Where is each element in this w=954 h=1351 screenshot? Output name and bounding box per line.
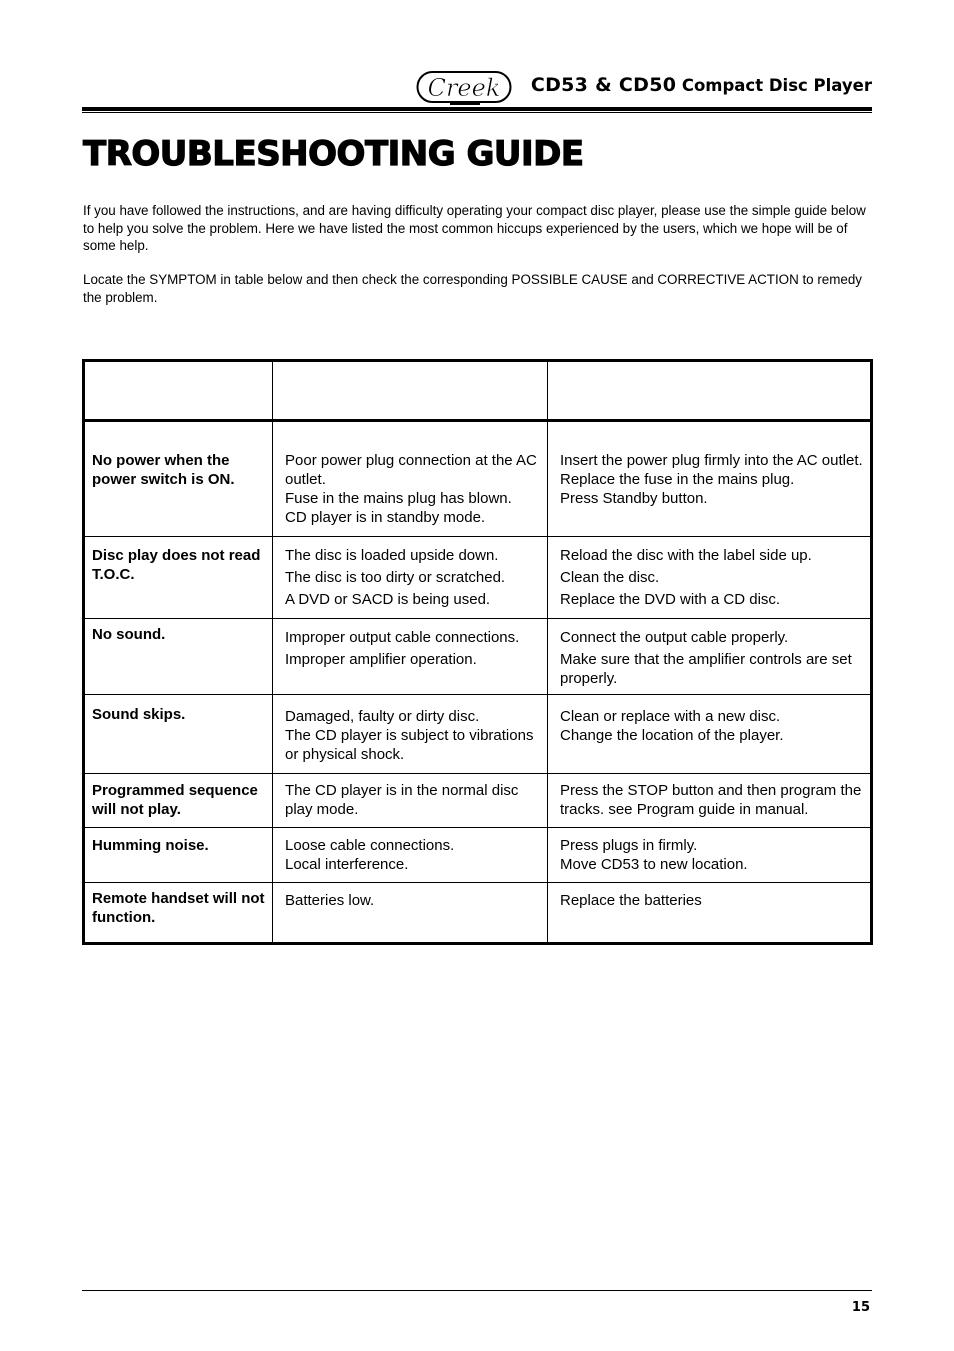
page-number: 15: [851, 1300, 870, 1315]
symptom-cell: Remote handset will not function.: [84, 883, 273, 944]
action-line: Press the STOP button and then program the tracks. see Program guide in manual.: [560, 782, 862, 818]
cause-line: Fuse in the mains plug has blown.: [285, 490, 512, 507]
header-rule: [82, 107, 872, 113]
action-line: Change the location of the player.: [560, 727, 784, 744]
cause-line: Poor power plug connection at the AC outlet.: [285, 452, 537, 488]
action-line: Move CD53 to new location.: [560, 856, 748, 873]
table-header-row: [84, 361, 872, 421]
symptom-cell: No power when the power switch is ON.: [84, 421, 273, 537]
cause-line: The CD player is subject to vibrations or physical shock.: [285, 727, 534, 763]
header-title: [531, 74, 872, 96]
table-row: [84, 619, 872, 695]
product-subtitle: Compact Disc Player: [681, 76, 872, 95]
symptom-cell: Humming noise.: [84, 828, 273, 883]
cause-cell: [273, 774, 548, 828]
cause-line: The disc is too dirty or scratched.: [285, 569, 506, 586]
symptom-cell: No sound.: [84, 619, 273, 695]
action-cell: [548, 695, 872, 774]
cause-line: Damaged, faulty or dirty disc.: [285, 708, 480, 725]
logo-wordmark: Creek: [427, 74, 501, 102]
cause-cell: [273, 883, 548, 944]
symptom-cell: Sound skips.: [84, 695, 273, 774]
header-cell-cause: [273, 361, 548, 421]
action-line: Press Standby button.: [560, 490, 708, 507]
intro-paragraph-1: If you have followed the instructions, and are having difficulty operating your compact disc player, please use the simple guide below to help you solve the problem. Here we have listed the most common hiccups experienced by the users, which we hope will be of some help.: [83, 203, 866, 253]
table-row: [84, 421, 872, 537]
action-cell: [548, 619, 872, 695]
action-cell: [548, 774, 872, 828]
cause-line: Batteries low.: [285, 892, 375, 909]
cause-line: Local interference.: [285, 856, 409, 873]
action-line: Replace the DVD with a CD disc.: [560, 591, 781, 608]
action-line: Insert the power plug firmly into the AC outlet.: [560, 452, 863, 469]
footer-rule: [82, 1290, 872, 1291]
cause-line: A DVD or SACD is being used.: [285, 591, 491, 608]
action-line: Make sure that the amplifier controls are set properly.: [560, 651, 852, 687]
table-row: [84, 883, 872, 944]
header-cell-symptom: [84, 361, 273, 421]
table-body: [84, 421, 872, 944]
symptom-cell: Programmed sequence will not play.: [84, 774, 273, 828]
page-title: TROUBLESHOOTING GUIDE: [83, 134, 584, 174]
creek-logo: [416, 70, 512, 106]
cause-cell: [273, 537, 548, 619]
cause-line: The CD player is in the normal disc play mode.: [285, 782, 519, 818]
cause-line: CD player is in standby mode.: [285, 509, 486, 526]
action-line: Press plugs in firmly.: [560, 837, 698, 854]
action-line: Clean the disc.: [560, 569, 660, 586]
symptom-cell: Disc play does not read T.O.C.: [84, 537, 273, 619]
table-row: [84, 537, 872, 619]
action-line: Reload the disc with the label side up.: [560, 547, 812, 564]
action-line: Replace the fuse in the mains plug.: [560, 471, 795, 488]
cause-cell: [273, 619, 548, 695]
table-row: [84, 695, 872, 774]
cause-line: The disc is loaded upside down.: [285, 547, 499, 564]
action-cell: [548, 421, 872, 537]
cause-cell: [273, 695, 548, 774]
cause-line: Loose cable connections.: [285, 837, 455, 854]
action-cell: [548, 828, 872, 883]
page-header: [82, 68, 872, 108]
action-line: Clean or replace with a new disc.: [560, 708, 781, 725]
cause-cell: [273, 421, 548, 537]
header-cell-action: [548, 361, 872, 421]
troubleshooting-table: [82, 359, 873, 945]
action-cell: [548, 537, 872, 619]
action-cell: [548, 883, 872, 944]
table-row: [84, 828, 872, 883]
cause-line: Improper amplifier operation.: [285, 651, 477, 668]
model-name: CD53 & CD50: [530, 74, 677, 96]
intro-paragraph-2: Locate the SYMPTOM in table below and then check the corresponding POSSIBLE CAUSE and CORRECTIVE ACTION to remedy the problem.: [83, 272, 863, 305]
action-line: Replace the batteries: [560, 892, 702, 909]
action-line: Connect the output cable properly.: [560, 629, 789, 646]
cause-cell: [273, 828, 548, 883]
cause-line: Improper output cable connections.: [285, 629, 520, 646]
table-row: [84, 774, 872, 828]
